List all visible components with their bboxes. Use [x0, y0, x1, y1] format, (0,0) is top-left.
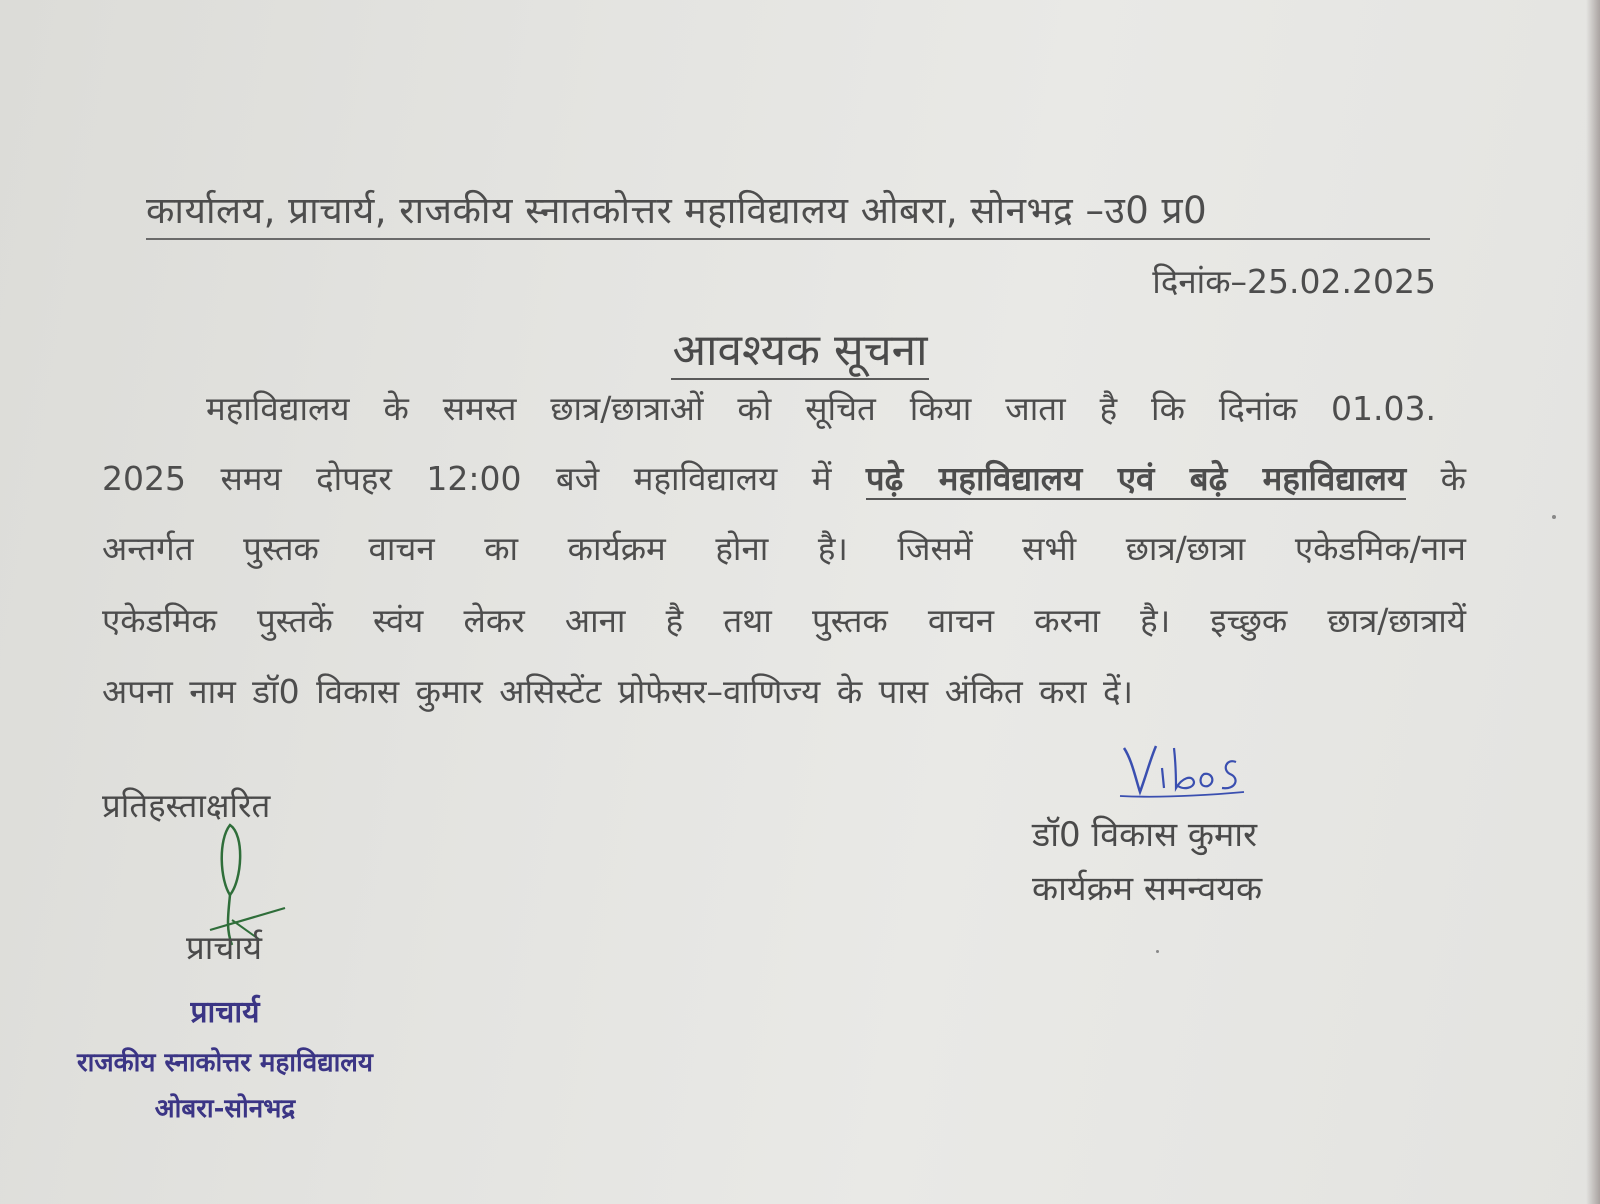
stamp-line-2: राजकीय स्नाकोत्तर महाविद्यालय: [76, 1048, 374, 1078]
paper-speck: [1552, 515, 1556, 519]
paper-speck: [1156, 950, 1159, 953]
notice-date: दिनांक–25.02.2025: [1152, 262, 1436, 301]
notice-title: [0, 318, 1600, 378]
countersign-label: प्रतिहस्ताक्षरित: [102, 786, 271, 825]
countersign-principal: प्राचार्य: [186, 928, 262, 967]
body-line-5: अपना नाम डॉ0 विकास कुमार असिस्टेंट प्रोफेसर–वाणिज्य के पास अंकित करा दें।: [102, 672, 1134, 711]
program-name-emphasis: पढ़े महाविद्यालय एवं बढ़े महाविद्यालय: [865, 459, 1407, 498]
paper-edge-shadow: [1586, 0, 1600, 1204]
body-line-3: अन्तर्गत पुस्तक वाचन का कार्यक्रम होना है। जिसमें सभी छात्र/छात्रा एकेडमिक/नान: [102, 529, 1466, 568]
principal-stamp: [50, 990, 400, 1125]
coordinator-name: डॉ0 विकास कुमार: [1032, 815, 1258, 855]
body-line-2: [102, 455, 1466, 500]
coordinator-designation: कार्यक्रम समन्वयक: [1032, 869, 1263, 909]
notice-title-text: आवश्यक सूचना: [671, 325, 930, 380]
coordinator-block: [1032, 808, 1262, 916]
body-line-2-post: के: [1406, 459, 1467, 498]
body-line-2-pre: 2025 समय दोपहर 12:00 बजे महाविद्यालय में: [102, 459, 866, 498]
stamp-line-1: प्राचार्य: [190, 995, 260, 1030]
body-line-4: एकेडमिक पुस्तकें स्वंय लेकर आना है तथा पुस्तक वाचन करना है। इच्छुक छात्र/छात्रायें: [102, 601, 1466, 640]
coordinator-signature-icon: [1118, 740, 1248, 800]
body-line-1: महाविद्यालय के समस्त छात्र/छात्राओं को सूचित किया जाता है कि दिनांक 01.03.: [206, 389, 1436, 428]
stamp-line-3: ओबरा-सोनभद्र: [154, 1094, 296, 1124]
office-header: कार्यालय, प्राचार्य, राजकीय स्नातकोत्तर महाविद्यालय ओबरा, सोनभद्र –उ0 प्र0: [146, 183, 1430, 240]
